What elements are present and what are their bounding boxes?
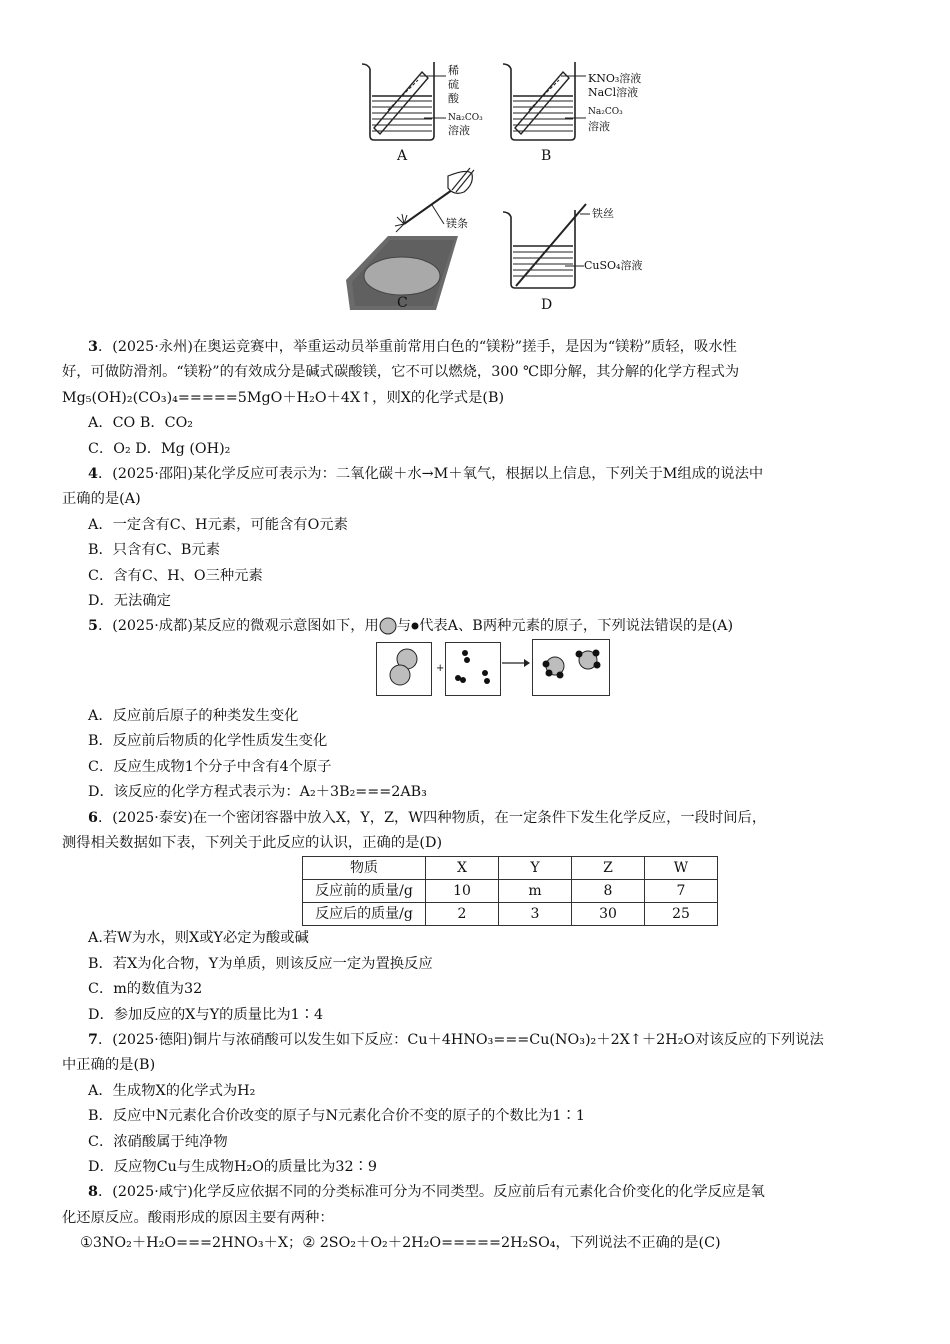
annotation-a-4: Na₂CO₃ (448, 113, 483, 123)
apparatus-drawings (0, 0, 950, 330)
annotation-b-4: 溶液 (588, 120, 610, 133)
q7-option-d: D．反应物Cu与生成物H₂O的质量比为32∶9 (88, 1158, 377, 1175)
q5-stem-b: 与 (396, 618, 412, 635)
table-header-cell: X (426, 857, 499, 880)
annotation-d-1: 铁丝 (592, 207, 614, 220)
q6-option-c: C．m的数值为32 (88, 981, 203, 998)
reactant-box-a2 (376, 642, 432, 696)
q4-option-c: C．含有C、H、O三种元素 (88, 567, 263, 584)
q6-option-d: D．参加反应的X与Y的质量比为1∶4 (88, 1006, 324, 1023)
atom-a-icon (379, 617, 397, 635)
q5-number: 5 (88, 618, 98, 635)
annotation-a-5: 溶液 (448, 124, 470, 137)
annotation-b-2: NaCl溶液 (588, 86, 639, 99)
q5-option-b: B．反应前后物质的化学性质发生变化 (88, 733, 328, 750)
q3-stem-line2: 好，可做防滑剂。“镁粉”的有效成分是碱式碳酸镁，它不可以燃烧，300 ℃即分解，其分解的化学方程式为 (62, 364, 740, 381)
mass-data-table (302, 856, 718, 926)
q7-stem-line1 (62, 1028, 892, 1053)
plus-sign: + (436, 662, 445, 674)
table-header-cell: Z (572, 857, 645, 880)
q7-option-a: A．生成物X的化学式为H₂ (88, 1082, 256, 1099)
q6-option-b: B．若X为化合物，Y为单质，则该反应一定为置换反应 (88, 955, 433, 972)
q4-stem1-text: ．(2025·邵阳)某化学反应可表示为：二氧化碳＋水→M＋氧气，根据以上信息，下列关于M组成的说法中 (97, 466, 764, 483)
q6-option-a: A.若W为水，则X或Y必定为酸或碱 (88, 930, 309, 947)
q3-stem1-text: ．(2025·永州)在奥运竞赛中，举重运动员举重前常用白色的“镁粉”搓手，是因为“镁粉”质轻，吸水性 (97, 339, 737, 355)
q5-option-a: A．反应前后原子的种类发生变化 (88, 707, 299, 724)
product-box-ab3 (532, 639, 610, 696)
b2-molecules (446, 643, 500, 695)
table-header-row (303, 857, 718, 880)
reactant-box-b2 (445, 642, 501, 696)
table-header-cell: 物质 (303, 857, 426, 880)
q7-stem-line2: 中正确的是(B) (62, 1057, 156, 1074)
q4-stem-line1 (62, 462, 892, 487)
q3-stem-line3: Mg₅(OH)₂(CO₃)₄=====5MgO＋H₂O＋4X↑，则X的化学式是(B) (62, 389, 505, 406)
figure-label-c: C (397, 295, 408, 311)
q7-option-c: C．浓硝酸属于纯净物 (88, 1133, 228, 1150)
table-row (303, 880, 718, 903)
annotation-a-1: 稀 (448, 64, 459, 77)
ab3-molecules (533, 640, 609, 695)
q8-stem1-text: ．(2025·咸宁)化学反应依据不同的分类标准可分为不同类型。反应前后有元素化合价变化的化学反应是氧 (97, 1184, 765, 1201)
q5-stem-c: 代表A、B两种元素的原子，下列说法错误的是(A) (419, 618, 734, 635)
table-header-cell: W (645, 857, 718, 880)
beaker-a (362, 62, 446, 140)
table-cell: 7 (645, 880, 718, 903)
q5-stem-a: ．(2025·成都)某反应的微观示意图如下，用 (97, 618, 379, 635)
q3-number: 3 (88, 339, 98, 355)
figure-label-b: B (541, 148, 552, 164)
q3-options-cd: C．O₂ D．Mg (OH)₂ (88, 440, 231, 457)
q7-number: 7 (88, 1031, 98, 1048)
q8-stem-line1 (62, 1180, 892, 1205)
table-cell: m (499, 880, 572, 903)
beaker-b (503, 62, 586, 140)
q8-number: 8 (88, 1184, 98, 1201)
reaction-arrow-icon (500, 656, 532, 670)
annotation-a-3: 酸 (448, 92, 459, 105)
question-text (62, 335, 892, 1257)
q6-stem1-text: ．(2025·泰安)在一个密闭容器中放入X，Y，Z，W四种物质，在一定条件下发生化学反应，一段时间后， (97, 809, 767, 826)
annotation-b-1: KNO₃溶液 (588, 72, 642, 85)
table-cell: 3 (499, 903, 572, 926)
annotation-c-1: 镁条 (446, 217, 468, 230)
q3-stem-line1 (62, 335, 892, 360)
table-cell: 反应后的质量/g (303, 903, 426, 926)
table-cell: 30 (572, 903, 645, 926)
table-cell: 反应前的质量/g (303, 880, 426, 903)
q6-number: 6 (88, 809, 98, 826)
beaker-d (503, 204, 590, 288)
q7-option-b: B．反应中N元素化合价改变的原子与N元素化合价不变的原子的个数比为1∶1 (88, 1108, 585, 1125)
a2-molecule (377, 643, 431, 695)
table-cell: 10 (426, 880, 499, 903)
burning-magnesium (346, 168, 474, 310)
q4-option-b: B．只含有C、B元素 (88, 542, 221, 559)
table-header-cell: Y (499, 857, 572, 880)
q4-number: 4 (88, 466, 98, 483)
q8-stem-line3: ①3NO₂＋H₂O===2HNO₃＋X；② 2SO₂＋O₂＋2H₂O=====2H₂SO₄，下列说法不正确的是(C) (80, 1235, 721, 1252)
table-cell: 25 (645, 903, 718, 926)
q3-options-ab: A．CO B．CO₂ (88, 415, 194, 432)
annotation-a-2: 硫 (448, 78, 459, 91)
micro-reaction-diagram (62, 640, 892, 704)
atom-b-icon (411, 622, 419, 630)
q6-stem-line1 (62, 806, 892, 831)
table-cell: 8 (572, 880, 645, 903)
q8-stem-line2: 化还原反应。酸雨形成的原因主要有两种： (62, 1209, 334, 1226)
q5-option-d: D．该反应的化学方程式表示为：A₂＋3B₂===2AB₃ (88, 784, 427, 801)
q4-option-a: A．一定含有C、H元素，可能含有O元素 (88, 516, 348, 533)
q5-stem-line1 (62, 614, 892, 639)
q4-stem-line2: 正确的是(A) (62, 491, 141, 508)
figure-label-a: A (397, 148, 408, 164)
experiment-figures (0, 0, 950, 330)
q5-option-c: C．反应生成物1个分子中含有4个原子 (88, 758, 332, 775)
q7-stem1-text: ．(2025·德阳)铜片与浓硝酸可以发生如下反应：Cu＋4HNO₃===Cu(NO₃)₂＋2X↑＋2H₂O对该反应的下列说法 (97, 1031, 824, 1048)
table-row (303, 903, 718, 926)
table-cell: 2 (426, 903, 499, 926)
q6-stem-line2: 测得相关数据如下表，下列关于此反应的认识，正确的是(D) (62, 834, 443, 851)
annotation-b-3: Na₂CO₃ (588, 107, 623, 117)
annotation-d-2: CuSO₄溶液 (584, 259, 643, 272)
q4-option-d: D．无法确定 (88, 593, 171, 610)
figure-label-d: D (541, 297, 553, 313)
